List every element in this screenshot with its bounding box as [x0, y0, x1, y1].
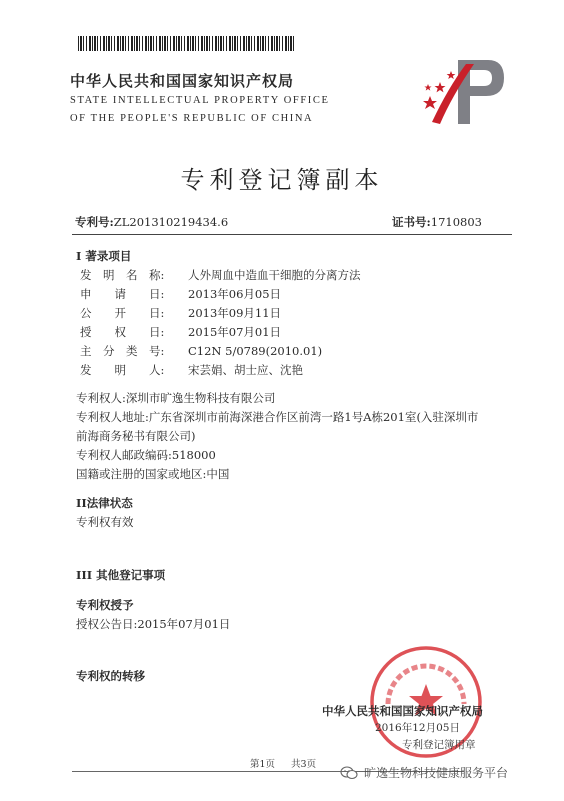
patent-number-label: 专利号: [75, 215, 114, 229]
footer-date: 2016年12月05日 [375, 722, 460, 734]
legal-status: 专利权有效 [76, 515, 134, 529]
office-name-en-line2: OF THE PEOPLE'S REPUBLIC OF CHINA [70, 113, 314, 124]
grant-heading: 专利权授予 [76, 598, 134, 612]
bib-key: 授 权 日: [80, 325, 165, 339]
bib-value: 2015年07月01日 [188, 325, 282, 339]
holder-address-line1: 专利权人地址:广东省深圳市前海深港合作区前湾一路1号A栋201室(入驻深圳市 [76, 410, 479, 424]
office-name-cn: 中华人民共和国国家知识产权局 [70, 72, 295, 90]
office-name-en-line1: STATE INTELLECTUAL PROPERTY OFFICE [70, 95, 330, 106]
bib-row-invention-title [80, 267, 361, 283]
page-total: 共3页 [291, 759, 317, 770]
document-title: 专利登记簿副本 [180, 166, 384, 194]
certificate-number [392, 214, 482, 230]
watermark [340, 764, 508, 781]
bib-value: 2013年06月05日 [188, 287, 282, 301]
sipo-logo-icon [418, 52, 508, 132]
grant-announcement-date: 授权公告日:2015年07月01日 [76, 617, 231, 631]
watermark-text: 旷逸生物科技健康服务平台 [364, 766, 509, 780]
bib-row-publication-date [80, 305, 281, 321]
bib-value: 人外周血中造血干细胞的分离方法 [188, 268, 361, 282]
footer-seal-use: 专利登记簿用章 [402, 739, 476, 751]
page-number: 第1页 [250, 759, 276, 770]
patent-holder: 专利权人:深圳市旷逸生物科技有限公司 [76, 391, 276, 405]
section-legal-status-heading: II法律状态 [76, 496, 133, 510]
holder-address-line2: 前海商务秘书有限公司) [76, 429, 196, 443]
bib-key: 主 分 类 号: [80, 344, 165, 358]
page-indicator [250, 756, 332, 770]
bib-row-classification [80, 343, 322, 359]
bib-value: 宋芸娟、胡士应、沈艳 [188, 363, 303, 377]
holder-country: 国籍或注册的国家或地区:中国 [76, 467, 230, 481]
certificate-number-value: 1710803 [430, 215, 482, 229]
bib-row-application-date [80, 286, 281, 302]
bib-key: 申 请 日: [80, 287, 165, 301]
bib-key: 公 开 日: [80, 306, 165, 320]
patent-number [75, 214, 228, 230]
certificate-number-label: 证书号: [392, 215, 431, 229]
bib-value: C12N 5/0789(2010.01) [188, 344, 323, 358]
section-other-matters-heading: III 其他登记事项 [76, 568, 166, 582]
bib-key: 发 明 名 称: [80, 268, 165, 282]
bib-row-inventors [80, 362, 303, 378]
bib-key: 发 明 人: [80, 363, 165, 377]
wechat-icon [340, 766, 358, 780]
divider [72, 234, 512, 235]
barcode [78, 36, 294, 51]
holder-postcode: 专利权人邮政编码:518000 [76, 448, 216, 462]
patent-number-value: ZL201310219434.6 [113, 215, 229, 229]
section-bibliographic-heading: I 著录项目 [76, 249, 132, 263]
transfer-heading: 专利权的转移 [76, 669, 145, 683]
footer-office-name: 中华人民共和国国家知识产权局 [322, 704, 483, 718]
bib-value: 2013年09月11日 [188, 306, 282, 320]
bib-row-grant-date [80, 324, 281, 340]
